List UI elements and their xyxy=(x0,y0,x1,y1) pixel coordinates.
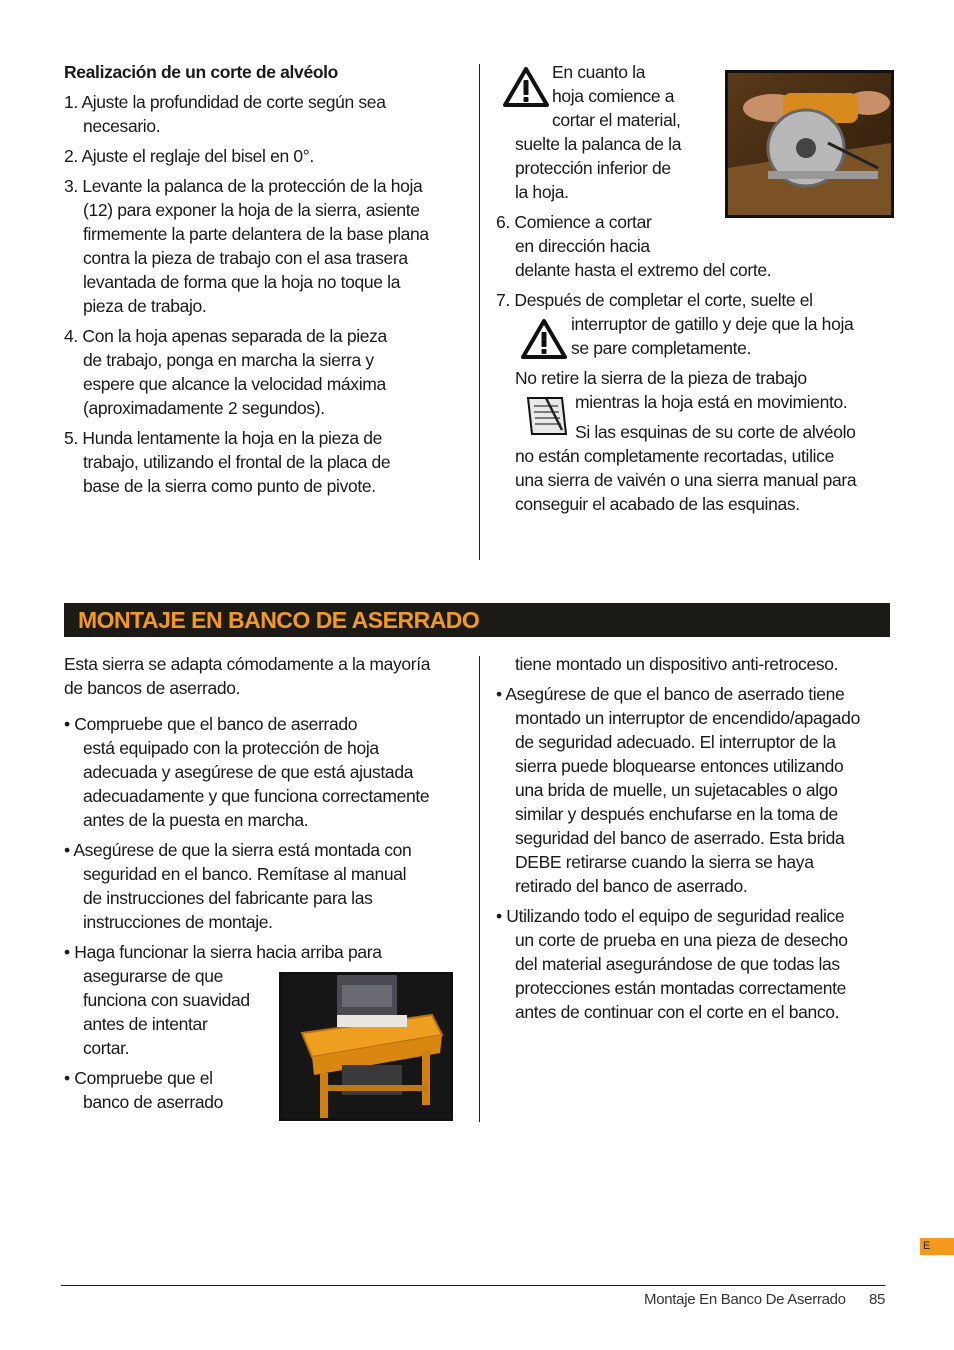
note-line: mientras la hoja está en movimiento. xyxy=(575,392,848,412)
bullet-line: del material asegurándose de que todas las xyxy=(515,954,840,974)
section-heading-plunge-cut: Realización de un corte de alvéolo xyxy=(64,62,339,82)
warning-line: En cuanto la xyxy=(552,62,646,82)
step-line: firmemente la parte delantera de la base plana xyxy=(83,224,429,244)
step-line: base de la sierra como punto de pivote. xyxy=(83,476,376,496)
footer-section-name: Montaje En Banco De Aserrado xyxy=(644,1291,846,1308)
note-line: No retire la sierra de la pieza de trabajo xyxy=(515,368,807,388)
warning-line: la hoja. xyxy=(515,182,569,202)
step-line: necesario. xyxy=(83,116,161,136)
bullet-line: protecciones están montadas correctamente xyxy=(515,978,846,998)
warning-line: hoja comience a xyxy=(552,86,675,106)
step-line: levantada de forma que la hoja no toque la xyxy=(83,272,401,292)
step-line: 4. Con la hoja apenas separada de la pieza xyxy=(64,326,387,346)
bullet-line: cortar. xyxy=(83,1038,130,1058)
circular-saw-cutting-photo xyxy=(725,70,894,218)
note-line: no están completamente recortadas, utilice xyxy=(515,446,834,466)
bullet-line: una brida de muelle, un sujetacables o algo xyxy=(515,780,838,800)
bullet-line: • Asegúrese de que la sierra está montada con xyxy=(64,840,412,860)
bullet-line: antes de la puesta en marcha. xyxy=(83,810,309,830)
bullet-line: • Compruebe que el banco de aserrado xyxy=(64,714,358,734)
step-line: 7. Después de completar el corte, suelte el xyxy=(496,290,813,310)
warning-triangle-icon xyxy=(503,66,549,108)
bullet-line: de seguridad adecuado. El interruptor de la xyxy=(515,732,836,752)
bullet-line: instrucciones de montaje. xyxy=(83,912,273,932)
bullet-line: • Haga funcionar la sierra hacia arriba para xyxy=(64,942,382,962)
column-divider xyxy=(479,656,480,1122)
warning-triangle-icon xyxy=(521,318,567,360)
bullet-line: • Compruebe que el xyxy=(64,1068,213,1088)
step-line: contra la pieza de trabajo con el asa trasera xyxy=(83,248,408,268)
step-line: en dirección hacia xyxy=(515,236,650,256)
step-line: delante hasta el extremo del corte. xyxy=(515,260,772,280)
note-line: Si las esquinas de su corte de alvéolo xyxy=(575,422,856,442)
bullet-line: seguridad del banco de aserrado. Esta brida xyxy=(515,828,845,848)
paragraph-line: Esta sierra se adapta cómodamente a la mayoría xyxy=(64,654,431,674)
bullet-line: • Utilizando todo el equipo de seguridad realice xyxy=(496,906,845,926)
step-line: 5. Hunda lentamente la hoja en la pieza de xyxy=(64,428,383,448)
bullet-line: asegurarse de que xyxy=(83,966,223,986)
bullet-line: similar y después enchufarse en la toma de xyxy=(515,804,838,824)
bullet-line: sierra puede bloquearse entonces utilizando xyxy=(515,756,844,776)
bullet-line: montado un interruptor de encendido/apagado xyxy=(515,708,860,728)
section-title: MONTAJE EN BANCO DE ASERRADO xyxy=(78,607,480,633)
step-line: espere que alcance la velocidad máxima xyxy=(83,374,386,394)
bullet-line: un corte de prueba en una pieza de desecho xyxy=(515,930,848,950)
step-line: interruptor de gatillo y deje que la hoja xyxy=(571,314,854,334)
step-line: 6. Comience a cortar xyxy=(496,212,652,232)
saw-bench-photo xyxy=(279,972,453,1121)
bullet-line: • Asegúrese de que el banco de aserrado tiene xyxy=(496,684,845,704)
step-line: 1. Ajuste la profundidad de corte según sea xyxy=(64,92,386,112)
bullet-line: retirado del banco de aserrado. xyxy=(515,876,748,896)
bullet-line: adecuada y asegúrese de que está ajustada xyxy=(83,762,414,782)
bullet-line: tiene montado un dispositivo anti-retroceso. xyxy=(515,654,839,674)
language-tab xyxy=(920,1238,954,1255)
warning-line: protección inferior de xyxy=(515,158,671,178)
note-line: una sierra de vaivén o una sierra manual para xyxy=(515,470,857,490)
step-line: de trabajo, ponga en marcha la sierra y xyxy=(83,350,374,370)
bullet-line: de instrucciones del fabricante para las xyxy=(83,888,373,908)
step-line: pieza de trabajo. xyxy=(83,296,207,316)
column-divider xyxy=(479,64,480,560)
bullet-line: antes de continuar con el corte en el banco. xyxy=(515,1002,840,1022)
warning-line: cortar el material, xyxy=(552,110,681,130)
language-tab-label: E xyxy=(923,1240,931,1252)
paragraph-line: de bancos de aserrado. xyxy=(64,678,241,698)
footer-rule xyxy=(61,1285,885,1286)
note-pad-icon xyxy=(526,394,570,436)
bullet-line: DEBE retirarse cuando la sierra se haya xyxy=(515,852,814,872)
step-line: 2. Ajuste el reglaje del bisel en 0°. xyxy=(64,146,314,166)
bullet-line: antes de intentar xyxy=(83,1014,208,1034)
bullet-line: está equipado con la protección de hoja xyxy=(83,738,379,758)
step-line: se pare completamente. xyxy=(571,338,752,358)
step-line: (12) para exponer la hoja de la sierra, asiente xyxy=(83,200,420,220)
note-line: conseguir el acabado de las esquinas. xyxy=(515,494,800,514)
bullet-line: adecuadamente y que funciona correctamente xyxy=(83,786,430,806)
page-number: 85 xyxy=(869,1291,886,1308)
bullet-line: banco de aserrado xyxy=(83,1092,223,1112)
step-line: 3. Levante la palanca de la protección de la hoja xyxy=(64,176,423,196)
bullet-line: seguridad en el banco. Remítase al manual xyxy=(83,864,407,884)
section-banner xyxy=(64,603,890,637)
bullet-line: funciona con suavidad xyxy=(83,990,250,1010)
step-line: trabajo, utilizando el frontal de la placa de xyxy=(83,452,391,472)
warning-line: suelte la palanca de la xyxy=(515,134,682,154)
step-line: (aproximadamente 2 segundos). xyxy=(83,398,325,418)
